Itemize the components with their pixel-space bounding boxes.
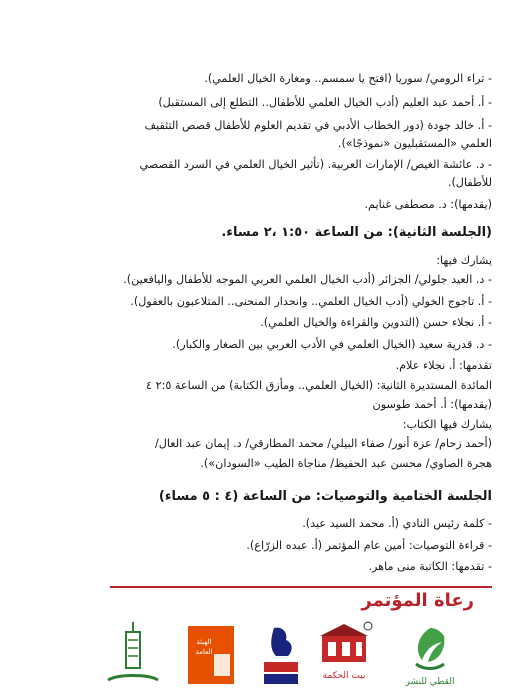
- logo-dar-nahdet-misr: [256, 622, 306, 688]
- text-line: (يقدمها): د. مصطفى غنايم.: [364, 198, 492, 211]
- text-line: المائدة المستديرة الثانية: (الخيال العلمي.. ومأزق الكتابة) من الساعة ٢:٥ ٤: [145, 379, 492, 392]
- text-line: يشارك فيها:: [436, 254, 492, 267]
- svg-text:العامة: العامة: [195, 648, 213, 656]
- text-line: العلمي «المستقبليون «نموذجًا»).: [337, 137, 492, 150]
- svg-text:القطي للنشر: القطي للنشر: [405, 677, 455, 687]
- text-line: يشارك فيها الكتاب:: [402, 418, 492, 431]
- text-line: - أ. خالد جودة (دور الخطاب الأدبي في تقديم العلوم للأطفال قصص التثقيف: [144, 119, 492, 132]
- text-line: تقدمها: أ. نجلاء علام.: [395, 359, 492, 372]
- session-two-heading: (الجلسة الثانية): من الساعة ١:٥٠ ،٢ مساء.: [221, 225, 492, 240]
- text-line: - تراء الرومي/ سوريا (افتح يا سمسم.. ومغارة الخيال العلمي).: [204, 72, 492, 85]
- text-line: - كلمة رئيس النادي (أ. محمد السيد عيد).: [302, 517, 492, 530]
- sponsors-divider: [110, 586, 492, 588]
- text-line: للأطفال).: [447, 176, 492, 189]
- text-line: هجرة الصاوي/ محسن عبد الحفيظ/ مناجاة الطيب «السودان»).: [200, 457, 492, 470]
- text-line: - قراءة التوصيات: أمين عام المؤتمر (أ. عبده الزرّاع).: [246, 539, 492, 552]
- logo-alqutti: [400, 620, 460, 688]
- closing-session-heading: الجلسة الختامية والتوصيات: من الساعة (٤ : ٥ مساء): [158, 489, 492, 504]
- sponsors-title: رعاة المؤتمر: [361, 590, 474, 611]
- logo-gocp: [186, 624, 236, 686]
- logo-majalla: [104, 620, 162, 688]
- text-line: - د. عائشة الغيص/ الإمارات العربية. (تأثير الخيال العلمي في السرد القصصي: [139, 158, 492, 171]
- svg-text:الهيئة: الهيئة: [196, 638, 212, 646]
- text-line: - د. قدرية سعيد (الخيال العلمي في الأدب العربي بين الصغار والكبار).: [172, 338, 492, 351]
- text-line: - أ. أحمد عبد العليم (أدب الخيال العلمي للأطفال.. التطلع إلى المستقبل): [158, 96, 492, 109]
- text-line: (أحمد زحام/ عزة أنور/ صفاء البيلي/ محمد المطارقي/ د. إيمان عبد العال/: [154, 437, 492, 450]
- text-line: - د. العيد جلولي/ الجزائر (أدب الخيال العلمي العربي الموجه للأطفال واليافعين).: [123, 273, 492, 286]
- svg-text:بيت الحكمة: بيت الحكمة: [322, 671, 366, 681]
- text-line: - أ. تاجوج الخولي (أدب الخيال العلمي.. وانحدار المنحنى.. المتلاعبون بالعقول).: [130, 295, 492, 308]
- text-line: (يقدمها): أ. أحمد طوسون: [372, 398, 492, 411]
- text-line: - أ. نجلاء حسن (التدوين والقراءة والخيال العلمي).: [260, 316, 492, 329]
- text-line: - تقدمها: الكاتبة منى ماهر.: [368, 560, 492, 573]
- logo-bait-alhekma: [318, 620, 374, 688]
